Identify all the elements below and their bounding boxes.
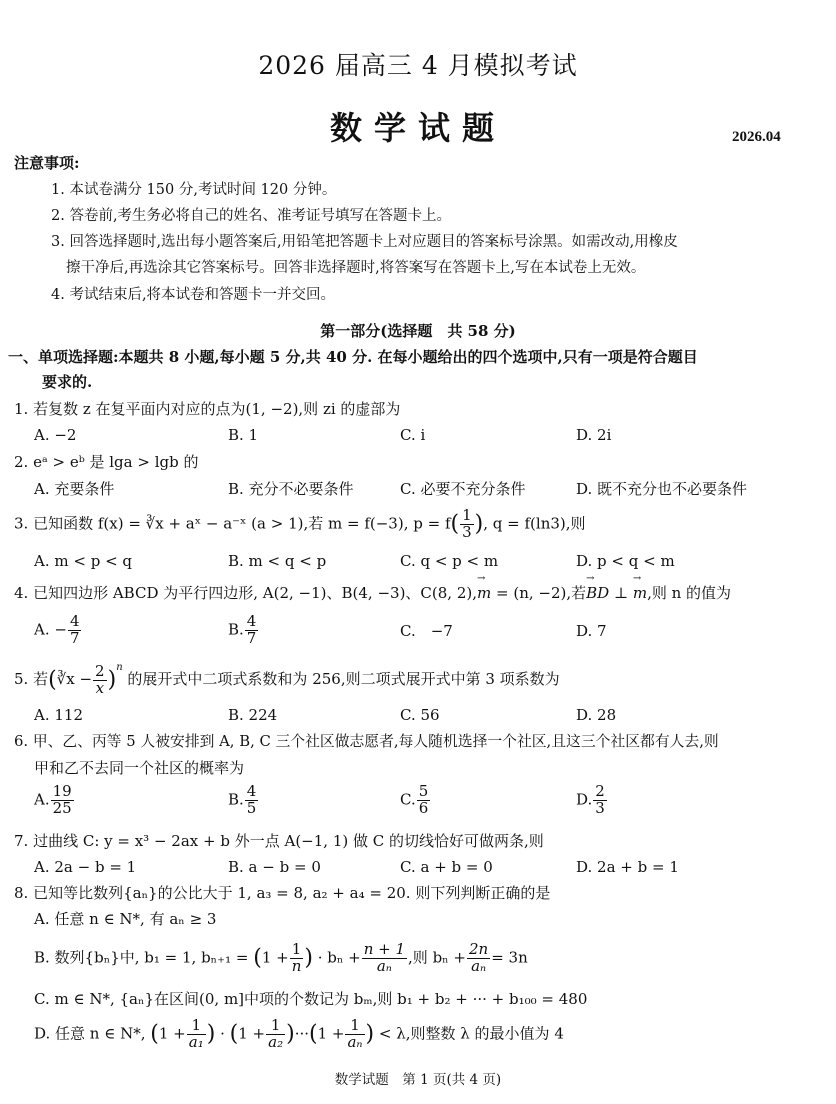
section-instruction-cont: 要求的. <box>42 373 93 391</box>
question-6-stem-cont: 甲和乙不去同一个社区的概率为 <box>34 759 245 777</box>
q4-option-c: C. −7 <box>400 622 453 640</box>
q4-option-b: B. $\frac{4}{7}$ <box>228 612 257 647</box>
vector-m: → m <box>477 584 491 603</box>
q3-option-b: B. m < q < p <box>228 552 327 570</box>
vector-bd: → BD <box>586 584 609 603</box>
q3-stem-part: 3. 已知函数 f(x) = ∛x + aˣ − a⁻ˣ (a > 1),若 m = f(−3), p = f <box>14 514 451 533</box>
question-3-stem: 3. 已知函数 f(x) = ∛x + aˣ − a⁻ˣ (a > 1),若 m = f(−3), p = f( $\frac{1}{3}$ ), q = f(ln3),则 <box>14 506 586 541</box>
q8-option-d: D. 任意 n ∈ N*, (1 + $\frac{1}{\text{a₁}}$ ) · (1 + $\frac{1}{\text{a₂}}$ )···(1 + $\frac{1}{\text{aₙ}}$ ) < λ,则整数 λ 的最小值为 4 <box>34 1016 564 1051</box>
page-footer: 数学试题 第 1 页(共 4 页) <box>334 1072 502 1088</box>
q6-option-b: B. $\frac{4}{5}$ <box>228 782 257 817</box>
q7-option-a: A. 2a − b = 1 <box>34 858 137 876</box>
q6-option-a: A. $\frac{19}{25}$ <box>34 782 72 817</box>
q4-option-a: A. − $\frac{4}{7}$ <box>34 612 80 647</box>
q1-option-d: D. 2i <box>576 426 612 444</box>
question-2-stem: 2. eᵃ > eᵇ 是 lga > lgb 的 <box>14 453 199 471</box>
fraction: $\frac{1}{3}$ <box>462 506 472 541</box>
q3-stem-part: , q = f(ln3),则 <box>483 514 586 533</box>
section-instruction: 一、单项选择题:本题共 8 小题,每小题 5 分,共 40 分. 在每小题给出的四个选项中,只有一项是符合题目 <box>8 348 698 366</box>
q1-option-c: C. i <box>400 426 426 444</box>
q8-option-c: C. m ∈ N*, {aₙ}在区间(0, m]中项的个数记为 bₘ,则 b₁ + b₂ + ··· + b₁₀₀ = 480 <box>34 990 588 1008</box>
q2-option-a: A. 充要条件 <box>34 480 115 498</box>
q2-option-d: D. 既不充分也不必要条件 <box>576 480 748 498</box>
question-1-stem: 1. 若复数 z 在复平面内对应的点为(1, −2),则 zi 的虚部为 <box>14 400 401 418</box>
q6-option-c: C. $\frac{5}{6}$ <box>400 782 429 817</box>
q4-option-d: D. 7 <box>576 622 607 640</box>
q1-option-a: A. −2 <box>34 426 77 444</box>
q5-option-b: B. 224 <box>228 706 278 724</box>
q8-option-a: A. 任意 n ∈ N*, 有 aₙ ≥ 3 <box>34 910 217 928</box>
part1-title: 第一部分(选择题 共 58 分) <box>320 322 516 340</box>
question-7-stem: 7. 过曲线 C: y = x³ − 2ax + b 外一点 A(−1, 1) 做 C 的切线恰好可做两条,则 <box>14 832 544 850</box>
q3-option-c: C. q < p < m <box>400 552 499 570</box>
note-item: 2. 答卷前,考生务必将自己的姓名、准考证号填写在答题卡上。 <box>51 208 452 224</box>
q3-option-d: D. p < q < m <box>576 552 675 570</box>
question-6-stem: 6. 甲、乙、丙等 5 人被安排到 A, B, C 三个社区做志愿者,每人随机选择一个社区,且这三个社区都有人去,则 <box>14 733 719 750</box>
q5-option-c: C. 56 <box>400 706 440 724</box>
exam-title: 2026 届高三 4 月模拟考试 <box>258 51 578 80</box>
question-4-stem: 4. 已知四边形 ABCD 为平行四边形, A(2, −1)、B(4, −3)、C(8, 2),→ m = (n, −2),若→ BD ⊥ → m,则 n 的值为 <box>14 584 731 603</box>
question-8-stem: 8. 已知等比数列{aₙ}的公比大于 1, a₃ = 8, a₂ + a₄ = 20. 则下列判断正确的是 <box>14 884 551 902</box>
notes-heading: 注意事项: <box>14 154 80 172</box>
q8-option-b: B. 数列{bₙ}中, b₁ = 1, bₙ₊₁ = (1 + $\frac{1}{n}$ ) · bₙ + $\frac{n + 1}{\text{aₙ}}$ ,则 bₙ + $\frac{2n}{\text{aₙ}}$ = 3n <box>34 940 528 975</box>
q5-option-a: A. 112 <box>34 706 83 724</box>
note-item: 擦干净后,再选涂其它答案标号。回答非选择题时,将答案写在答题卡上,写在本试卷上无效。 <box>66 260 646 276</box>
note-item: 1. 本试卷满分 150 分,考试时间 120 分钟。 <box>51 182 337 198</box>
q1-option-b: B. 1 <box>228 426 259 444</box>
q2-option-c: C. 必要不充分条件 <box>400 480 526 498</box>
q7-option-b: B. a − b = 0 <box>228 858 321 876</box>
q6-option-d: D. $\frac{2}{3}$ <box>576 782 605 817</box>
question-5-stem: 5. 若(∛x − $\frac{2}{x}$ )$^n$ 的展开式中二项式系数和为 256,则二项式展开式中第 3 项系数为 <box>14 661 560 697</box>
q7-option-d: D. 2a + b = 1 <box>576 858 679 876</box>
subject-title: 数学试题 <box>329 109 506 147</box>
q3-option-a: A. m < p < q <box>34 552 133 570</box>
exam-date: 2026.04 <box>732 129 781 145</box>
q2-option-b: B. 充分不必要条件 <box>228 480 354 498</box>
q7-option-c: C. a + b = 0 <box>400 858 493 876</box>
vector-m: → m <box>633 584 647 603</box>
note-item: 3. 回答选择题时,选出每小题答案后,用铅笔把答题卡上对应题目的答案标号涂黑。如需改动,用橡皮 <box>51 234 678 250</box>
note-item: 4. 考试结束后,将本试卷和答题卡一并交回。 <box>51 287 336 303</box>
q5-option-d: D. 28 <box>576 706 617 724</box>
